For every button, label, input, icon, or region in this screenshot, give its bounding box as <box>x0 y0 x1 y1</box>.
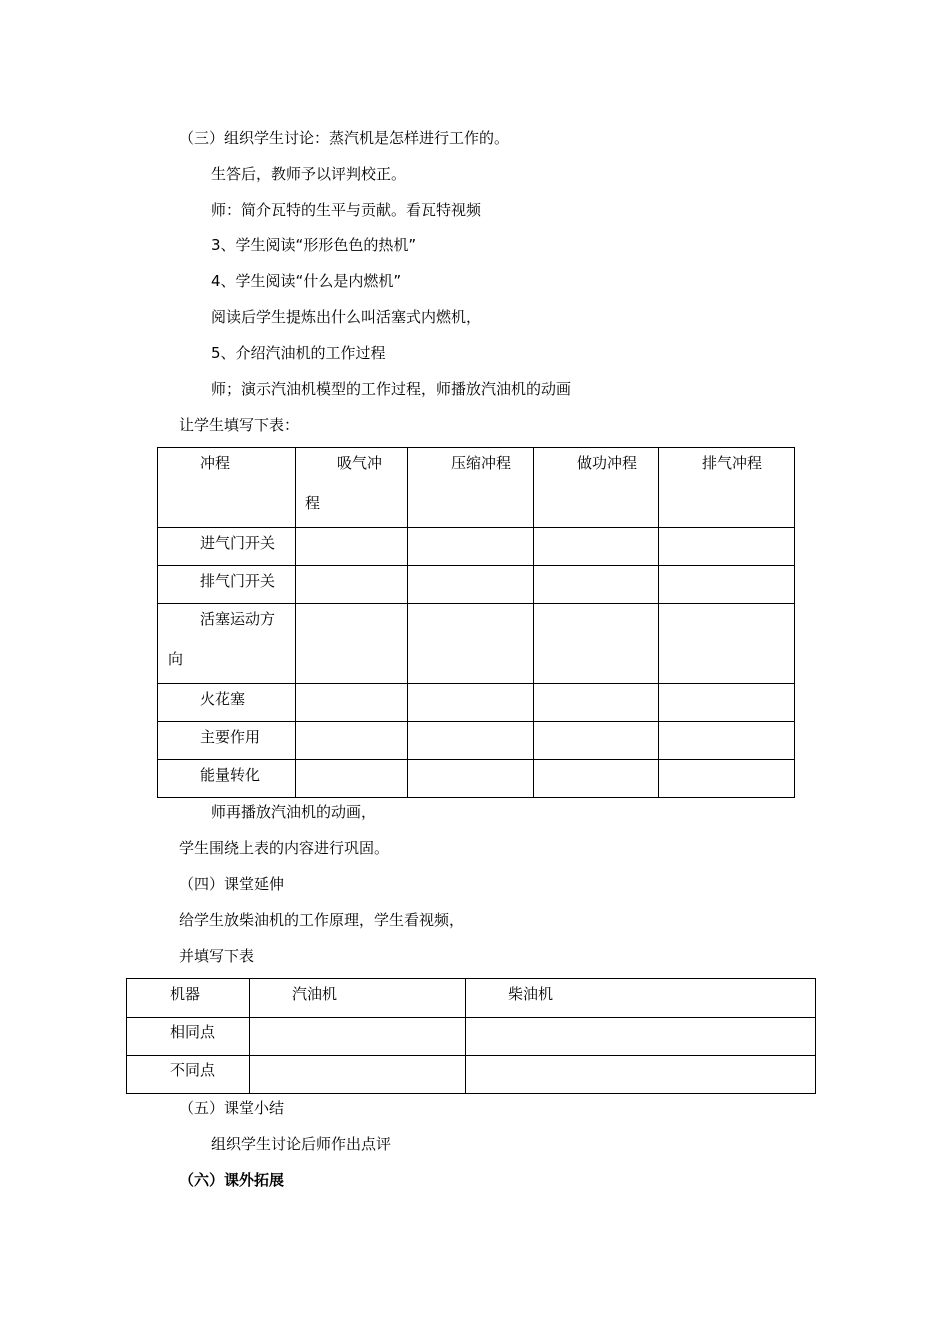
header-cell <box>659 448 795 528</box>
header-machine: 机器 <box>170 985 201 1003</box>
paragraph-12: （四）课堂延伸 <box>179 875 285 893</box>
row-label-wrap: 向 <box>168 650 184 668</box>
header-intake: 吸气冲 <box>337 454 383 472</box>
paragraph-17-heading: （六）课外拓展 <box>179 1171 285 1189</box>
header-cell <box>408 448 534 528</box>
header-cell <box>158 448 296 528</box>
header-compression: 压缩冲程 <box>451 454 512 472</box>
row-label: 活塞运动方 <box>200 610 276 628</box>
stroke-table <box>157 447 795 798</box>
table-row <box>158 566 795 604</box>
input-cell[interactable] <box>296 604 408 684</box>
input-cell[interactable] <box>659 722 795 760</box>
header-exhaust: 排气冲程 <box>702 454 763 472</box>
row-label: 进气门开关 <box>200 534 276 552</box>
header-power: 做功冲程 <box>577 454 638 472</box>
input-cell[interactable] <box>408 722 534 760</box>
row-label: 不同点 <box>170 1061 216 1079</box>
table-row <box>158 760 795 798</box>
paragraph-9: 让学生填写下表： <box>179 416 300 434</box>
row-label: 排气门开关 <box>200 572 276 590</box>
table-row <box>158 604 795 684</box>
table-row <box>127 979 816 1018</box>
input-cell[interactable] <box>250 1018 466 1056</box>
input-cell[interactable] <box>659 566 795 604</box>
paragraph-6: 阅读后学生提炼出什么叫活塞式内燃机， <box>211 308 482 326</box>
input-cell[interactable] <box>534 722 659 760</box>
input-cell[interactable] <box>296 684 408 722</box>
header-gasoline: 汽油机 <box>292 985 338 1003</box>
input-cell[interactable] <box>659 528 795 566</box>
input-cell[interactable] <box>534 684 659 722</box>
input-cell[interactable] <box>408 760 534 798</box>
paragraph-2: 生答后，教师予以评判校正。 <box>211 165 407 183</box>
input-cell[interactable] <box>534 604 659 684</box>
row-label: 火花塞 <box>200 690 246 708</box>
header-intake-wrap: 程 <box>305 494 321 512</box>
input-cell[interactable] <box>296 760 408 798</box>
table-row <box>158 684 795 722</box>
header-cell <box>296 448 408 528</box>
paragraph-4: 3、学生阅读“形形色色的热机” <box>211 236 417 254</box>
input-cell[interactable] <box>296 528 408 566</box>
engine-compare-table <box>126 978 816 1094</box>
input-cell[interactable] <box>659 604 795 684</box>
header-cell <box>534 448 659 528</box>
input-cell[interactable] <box>659 684 795 722</box>
input-cell[interactable] <box>466 1018 816 1056</box>
input-cell[interactable] <box>408 684 534 722</box>
input-cell[interactable] <box>296 722 408 760</box>
input-cell[interactable] <box>466 1056 816 1094</box>
paragraph-13: 给学生放柴油机的工作原理，学生看视频， <box>179 911 465 929</box>
paragraph-16: 组织学生讨论后师作出点评 <box>211 1135 392 1153</box>
input-cell[interactable] <box>659 760 795 798</box>
header-stroke: 冲程 <box>200 454 231 472</box>
row-label: 主要作用 <box>200 728 261 746</box>
paragraph-14: 并填写下表 <box>179 947 255 965</box>
input-cell[interactable] <box>534 760 659 798</box>
paragraph-10: 师再播放汽油机的动画， <box>211 803 377 821</box>
input-cell[interactable] <box>534 528 659 566</box>
table-row <box>127 1018 816 1056</box>
paragraph-15: （五）课堂小结 <box>179 1099 285 1117</box>
table-row <box>158 528 795 566</box>
paragraph-1: （三）组织学生讨论：蒸汽机是怎样进行工作的。 <box>179 129 510 147</box>
row-label: 相同点 <box>170 1023 216 1041</box>
header-diesel: 柴油机 <box>508 985 554 1003</box>
paragraph-7: 5、介绍汽油机的工作过程 <box>211 344 386 362</box>
input-cell[interactable] <box>296 566 408 604</box>
input-cell[interactable] <box>534 566 659 604</box>
input-cell[interactable] <box>250 1056 466 1094</box>
table-row <box>127 1056 816 1094</box>
input-cell[interactable] <box>408 528 534 566</box>
input-cell[interactable] <box>408 604 534 684</box>
row-label: 能量转化 <box>200 766 261 784</box>
paragraph-11: 学生围绕上表的内容进行巩固。 <box>179 839 390 857</box>
paragraph-5: 4、学生阅读“什么是内燃机” <box>211 272 402 290</box>
paragraph-8: 师；演示汽油机模型的工作过程，师播放汽油机的动画 <box>211 380 572 398</box>
input-cell[interactable] <box>408 566 534 604</box>
table-row <box>158 722 795 760</box>
paragraph-3: 师：简介瓦特的生平与贡献。看瓦特视频 <box>211 201 482 219</box>
